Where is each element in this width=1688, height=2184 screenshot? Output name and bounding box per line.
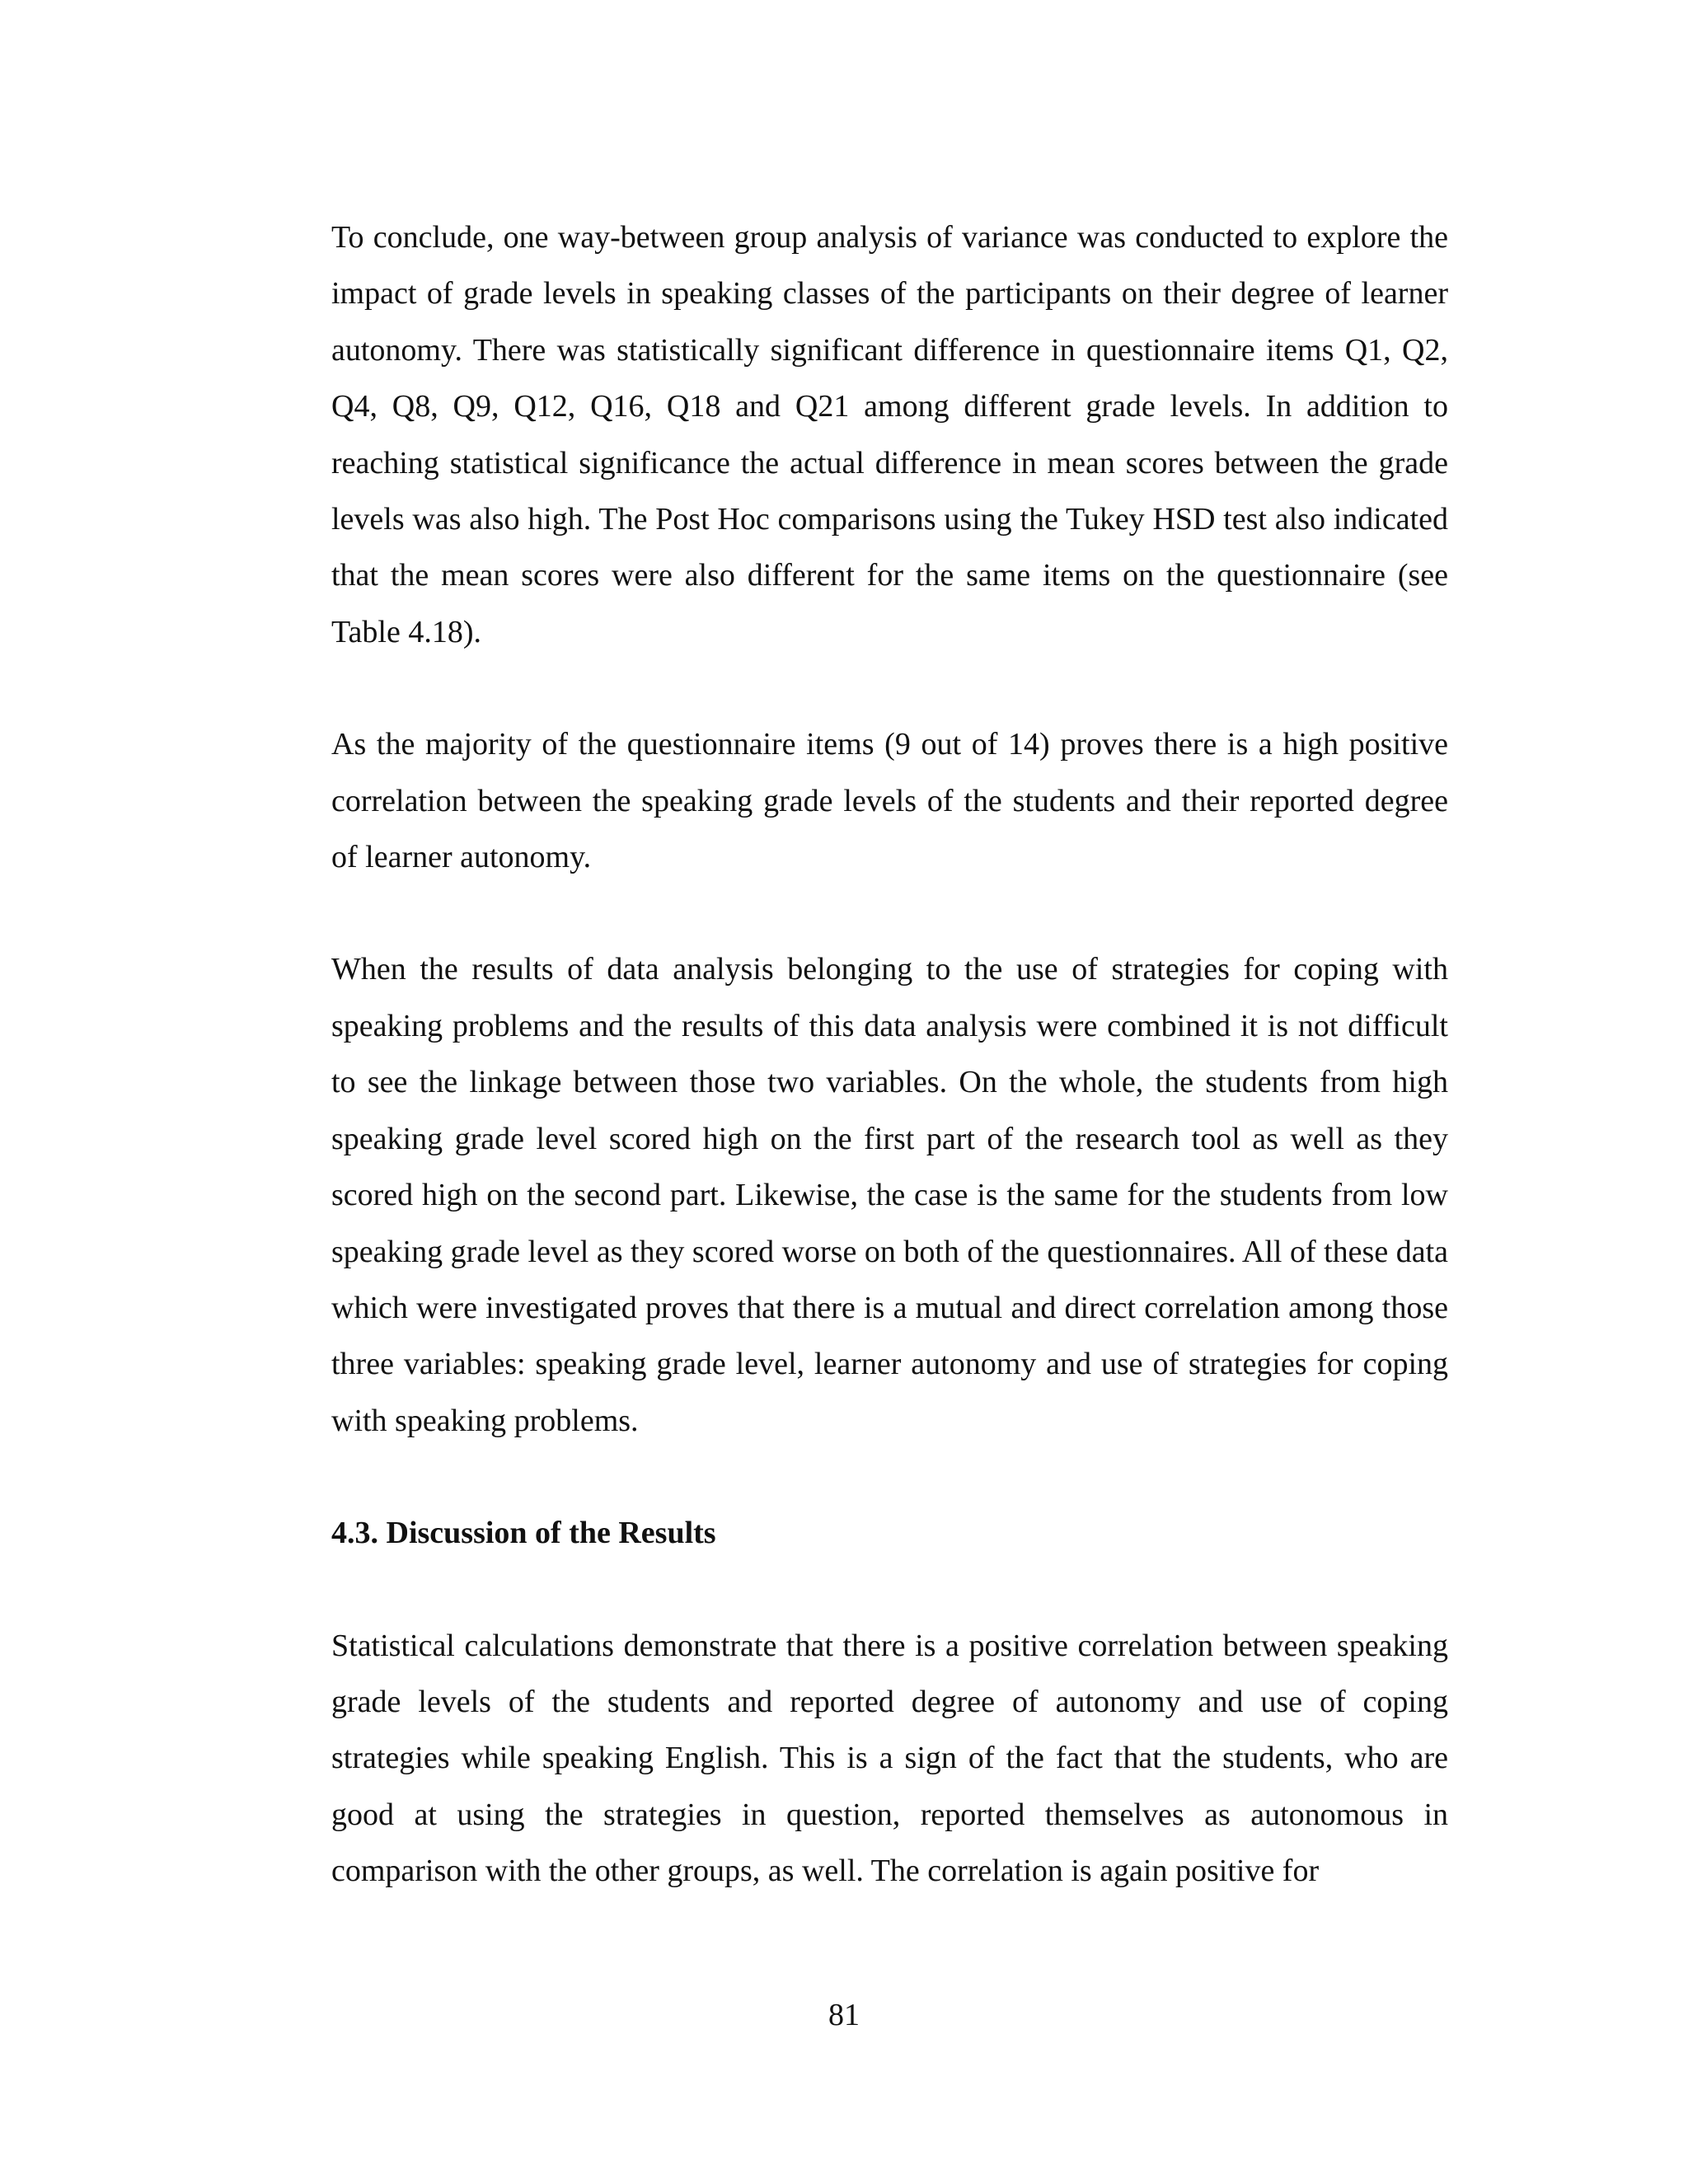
page-body bbox=[331, 209, 1448, 1900]
section-heading: 4.3. Discussion of the Results bbox=[331, 1516, 716, 1551]
page-number: 81 bbox=[828, 1998, 860, 2032]
paragraph-discussion: Statistical calculations demonstrate that there is a positive correlation between speaking grade levels of the students and reported degree of autonomy and use of coping strategies while speaking English. This is a sign of the fact that the students, who are good at using the strategies in question, reported themselves as autonomous in comparison with the other groups, as well. The correlation is again positive for bbox=[331, 1628, 1448, 1889]
paragraph-linkage: When the results of data analysis belonging to the use of strategies for coping with speaking problems and the results of this data analysis were combined it is not difficult to see the linkage between those two variables. On the whole, the students from high speaking grade level scored high on the first part of the research tool as well as they scored high on the second part. Likewise, the case is the same for the students from low speaking grade level as they scored worse on both of the questionnaires. All of these data which were investigated proves that there is a mutual and direct correlation among those three variables: speaking grade level, learner autonomy and use of strategies for coping with speaking problems. bbox=[331, 952, 1448, 1438]
paragraph-majority: As the majority of the questionnaire items (9 out of 14) proves there is a high positive correlation between the speaking grade levels of the students and their reported degree of learner autonomy. bbox=[331, 727, 1448, 875]
paragraph-conclusion: To conclude, one way-between group analysis of variance was conducted to explore the impact of grade levels in speaking classes of the participants on their degree of learner autonomy. There was statistically significant difference in questionnaire items Q1, Q2, Q4, Q8, Q9, Q12, Q16, Q18 and Q21 among different grade levels. In addition to reaching statistical significance the actual difference in mean scores between the grade levels was also high. The Post Hoc comparisons using the Tukey HSD test also indicated that the mean scores were also different for the same items on the questionnaire (see Table 4.18). bbox=[331, 220, 1448, 649]
